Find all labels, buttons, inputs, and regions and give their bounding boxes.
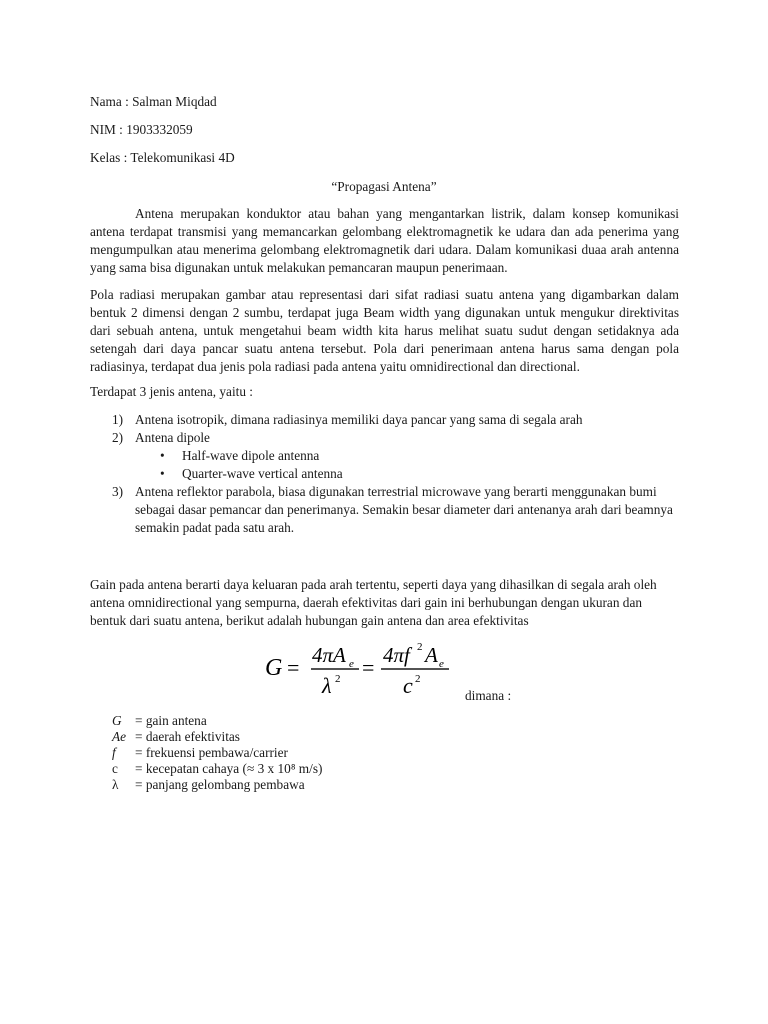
paragraph-antenna-types-intro: Terdapat 3 jenis antena, yaitu : bbox=[90, 384, 254, 399]
paragraph-gain: Gain pada antena berarti daya keluaran pada arah tertentu, seperti daya yang dihasilkan di segala arah oleh antena omnidirectional yang sempurna, daerah efektivitas dari gain ini berhubungan dengan ukuran dan bentuk dari suatu antena, berikut adalah hubungan gain antena dan area efektivitas bbox=[90, 577, 657, 628]
formula-denominator-1-sup: 2 bbox=[335, 673, 341, 685]
list-number: 1) bbox=[112, 412, 124, 427]
definition-symbol: Ae bbox=[112, 729, 127, 744]
formula-numerator-2: 4πf bbox=[383, 643, 410, 667]
antenna-types-list bbox=[90, 411, 690, 537]
formula-numerator-2-tail: A bbox=[425, 643, 438, 667]
sub-list-item-text: Quarter-wave vertical antenna bbox=[182, 466, 343, 481]
bullet-icon: • bbox=[160, 448, 165, 463]
definition-text: = daerah efektivitas bbox=[135, 729, 240, 744]
sub-list-item bbox=[90, 447, 690, 465]
definition-text: = gain antena bbox=[135, 713, 207, 728]
sub-list-item bbox=[90, 465, 690, 483]
definition-text: = kecepatan cahaya (≈ 3 x 10⁸ m/s) bbox=[135, 761, 323, 776]
document-title: “Propagasi Antena” bbox=[331, 179, 437, 194]
definition-symbol: λ bbox=[112, 777, 119, 792]
paragraph-radiation-pattern: Pola radiasi merupakan gambar atau representasi dari sifat radiasi suatu antena yang digambarkan dalam bentuk 2 dimensi dengan 2 sumbu, terdapat juga Beam width yang digunakan untuk mengukur direktivitas dari sebuah antena, untuk mengetahui beam width kita harus melihat suatu sudut dengan setidaknya ada setengah dari daya pancar suatu antena tersebut. Pola dari penerimaan antena harus sama dengan pola radiasinya, terdapat dua jenis pola radiasi pada antena yaitu omnidirectional dan directional. bbox=[90, 287, 679, 374]
list-item bbox=[90, 429, 690, 447]
list-item-text: Antena isotropik, dimana radiasinya memiliki daya pancar yang sama di segala arah bbox=[135, 412, 583, 427]
definitions-list bbox=[112, 713, 322, 793]
definition-row bbox=[112, 713, 322, 729]
formula-equals-2: = bbox=[362, 655, 375, 680]
paragraph-intro: Antena merupakan konduktor atau bahan yang mengantarkan listrik, dalam konsep komunikasi antena terdapat transmisi yang memancarkan gelombang elektromagnetik ke udara dan ada penerima yang mengumpulkan atau menerima gelombang elektromagnetik dari udara. Dalam komunikasi duaa arah antenna yang sama bisa digunakan untuk melakukan pemancaran maupun penerimaan. bbox=[90, 206, 679, 275]
student-name: Nama : Salman Miqdad bbox=[90, 94, 217, 109]
definition-row bbox=[112, 761, 322, 777]
formula-lhs: G bbox=[265, 655, 283, 681]
formula-denominator-1: λ bbox=[322, 673, 332, 698]
sub-list-item-text: Half-wave dipole antenna bbox=[182, 448, 320, 463]
list-number: 3) bbox=[112, 484, 124, 499]
definition-symbol: f bbox=[112, 745, 116, 760]
definition-symbol: G bbox=[112, 713, 122, 728]
definition-row bbox=[112, 745, 322, 761]
formula-numerator-1: 4πA bbox=[312, 643, 346, 667]
definition-symbol: c bbox=[112, 761, 118, 776]
bullet-icon: • bbox=[160, 466, 165, 481]
definition-text: = frekuensi pembawa/carrier bbox=[135, 745, 288, 760]
list-number: 2) bbox=[112, 430, 124, 445]
gain-formula bbox=[265, 638, 465, 700]
student-nim: NIM : 1903332059 bbox=[90, 122, 193, 137]
list-item-text: Antena reflektor parabola, biasa digunakan terrestrial microwave yang berarti menggunakan bumi sebagai dasar pemancar dan penerimanya. Semakin besar diameter dari antenanya arah dari beamnya semakin padat pada satu arah. bbox=[135, 484, 673, 535]
list-item bbox=[90, 411, 690, 429]
formula-numerator-2-sub: e bbox=[439, 658, 444, 670]
definition-row bbox=[112, 777, 322, 793]
formula-numerator-1-sub: e bbox=[349, 658, 354, 670]
formula-denominator-2: c bbox=[403, 673, 413, 698]
definition-text: = panjang gelombang pembawa bbox=[135, 777, 305, 792]
list-item bbox=[90, 483, 690, 537]
where-label: dimana : bbox=[465, 688, 512, 703]
student-class: Kelas : Telekomunikasi 4D bbox=[90, 150, 235, 165]
formula-denominator-2-sup: 2 bbox=[415, 673, 421, 685]
definition-row bbox=[112, 729, 322, 745]
formula-equals: = bbox=[287, 655, 300, 680]
formula-numerator-2-sup: 2 bbox=[417, 641, 423, 653]
list-item-text: Antena dipole bbox=[135, 430, 210, 445]
